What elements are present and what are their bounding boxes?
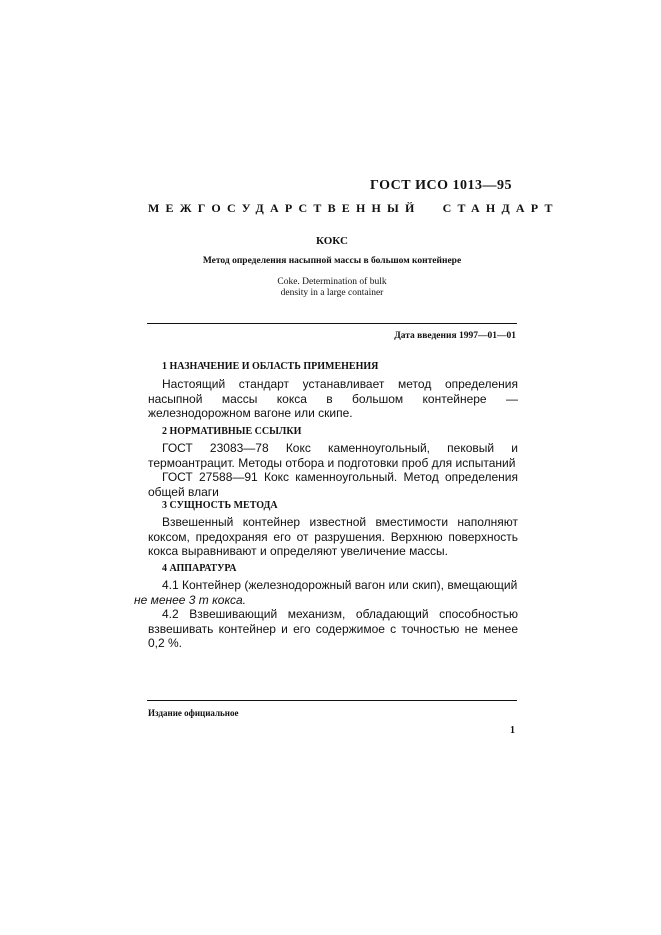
official-edition-note: Издание официальное (148, 708, 239, 718)
section-3-text (148, 515, 518, 559)
header-divider (147, 323, 517, 324)
section-2-heading: 2 НОРМАТИВНЫЕ ССЫЛКИ (162, 426, 302, 437)
section-2-reference-2: ГОСТ 27588—91 Кокс каменноугольный. Метод определения общей влаги (148, 470, 518, 499)
page-number: 1 (510, 725, 515, 736)
footer-divider (147, 700, 517, 701)
section-4-text (134, 578, 518, 651)
section-4-item-1-text: 4.1 Контейнер (железнодорожный вагон или скип), вмещающий (162, 578, 518, 592)
subtitle-english (148, 277, 516, 299)
subtitle-english-line2: density in a large container (280, 288, 384, 298)
section-2-text (148, 441, 518, 499)
section-3-heading: 3 СУЩНОСТЬ МЕТОДА (162, 500, 278, 511)
interstate-label-left: МЕЖГОСУДАРСТВЕННЫЙ (148, 201, 421, 215)
section-1-text (148, 377, 518, 421)
interstate-standard-label (148, 201, 559, 216)
section-1-heading: 1 НАЗНАЧЕНИЕ И ОБЛАСТЬ ПРИМЕНЕНИЯ (162, 361, 379, 372)
subtitle-russian: Метод определения насыпной массы в большом контейнере (202, 256, 462, 266)
section-4-item-1-italic: не менее 3 т кокса. (134, 592, 247, 607)
subtitle-english-line1: Coke. Determination of bulk (277, 277, 387, 287)
section-3-paragraph: Взвешенный контейнер известной вместимости наполняют коксом, предохраняя его от разрушения. Верхнюю поверхность кокса выравнивают и определяют увеличение массы. (148, 515, 518, 558)
introduction-date: Дата введения 1997—01—01 (394, 331, 516, 341)
section-4-item-1 (134, 578, 518, 607)
section-2-reference-1: ГОСТ 23083—78 Кокс каменноугольный, пековый и термоантрацит. Методы отбора и подготовки проб для испытаний (148, 441, 518, 470)
interstate-label-right: СТАНДАРТ (442, 201, 559, 215)
section-1-paragraph: Настоящий стандарт устанавливает метод определения насыпной массы кокса в большом контейнере — железнодорожном вагоне или скипе. (148, 377, 518, 420)
section-4-item-2: 4.2 Взвешивающий механизм, обладающий способностью взвешивать контейнер и его содержимое с точностью не менее 0,2 %. (148, 607, 518, 650)
section-4-heading: 4 АППАРАТУРА (162, 563, 237, 574)
document-code: ГОСТ ИСО 1013—95 (370, 178, 512, 193)
document-title: КОКС (316, 235, 348, 247)
